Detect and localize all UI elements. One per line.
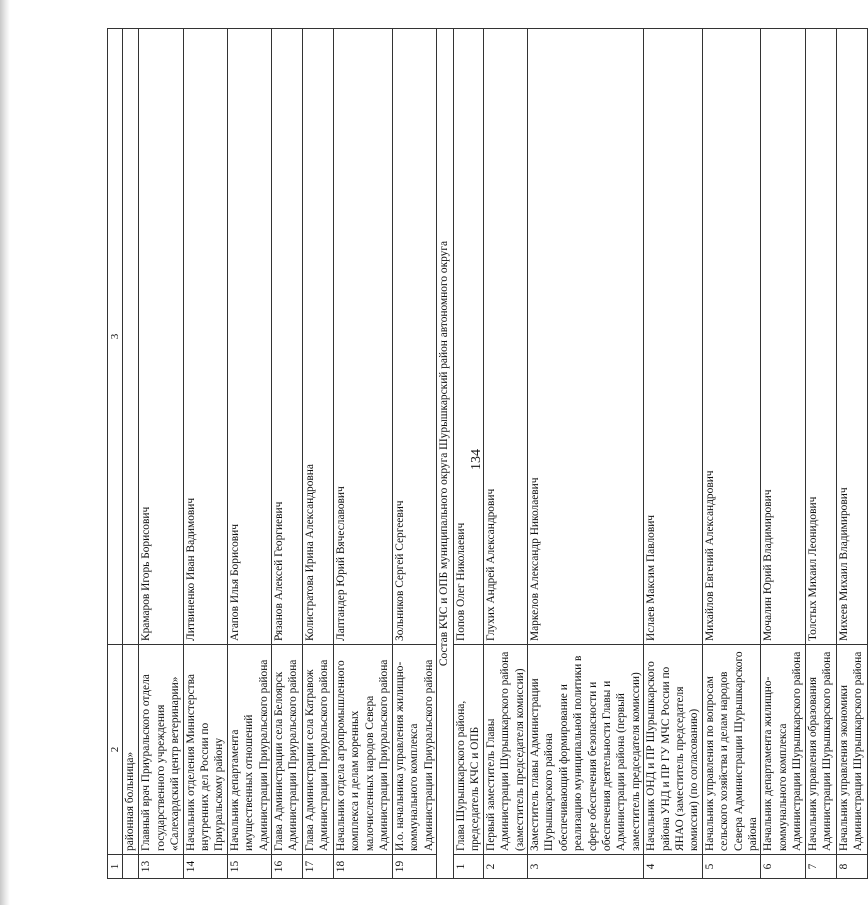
cell-position: Начальник департамента жилищно-коммунального комплекса Администрации Шурышкарского района [761, 645, 805, 855]
cell-num: 18 [334, 855, 393, 879]
cell-num: 5 [702, 855, 761, 879]
table-row [227, 29, 271, 879]
scan-edge-shadow [0, 0, 10, 905]
cell-num: 8 [836, 855, 867, 879]
table-row [527, 29, 643, 879]
cell-name: Мочалин Юрий Владимирович [761, 29, 805, 645]
cell-num: 14 [183, 855, 227, 879]
table-header-row [108, 29, 123, 879]
table-row [836, 29, 867, 879]
cell-name: Крамаров Игорь Борисович [139, 29, 183, 645]
cell-num: 6 [761, 855, 805, 879]
table-row [483, 29, 527, 879]
commission-table [107, 28, 868, 879]
header-col-2: 2 [108, 645, 123, 855]
cell-name: Лаптандер Юрий Вячеславович [334, 29, 393, 645]
cell-num: 19 [392, 855, 436, 879]
cell-num: 3 [527, 855, 643, 879]
cell-num: 2 [483, 855, 527, 879]
cell-name: Ислаев Максим Павлович [644, 29, 703, 645]
cell-num: 4 [644, 855, 703, 879]
cell-position: Глава Администрации села Белоярск Администрации Приуральского района [272, 645, 303, 855]
section-title: Состав КЧС и ОПБ муниципального округа Шурышкарский район автономного округа [436, 29, 453, 879]
cell-name: Толстых Михаил Леонидович [805, 29, 836, 645]
table-row [303, 29, 334, 879]
cell-position: Глава Шурышкарского района, председатель КЧС и ОПБ [453, 645, 483, 855]
cell-num: 15 [227, 855, 271, 879]
cell-position: И.о. начальника управления жилищно-коммунального комплекса Администрации Приуральского района [392, 645, 436, 855]
cell-position: Первый заместитель Главы Администрации Шурышкарского района (заместитель председателя комиссии) [483, 645, 527, 855]
cell-name: Михеев Михаил Владимирович [836, 29, 867, 645]
cell-name: Рязанов Алексей Георгиевич [272, 29, 303, 645]
cell-name: Попов Олег Николаевич [453, 29, 483, 645]
table-row [805, 29, 836, 879]
cell-name [123, 29, 139, 645]
cell-name: Глухих Андрей Александрович [483, 29, 527, 645]
table-row [761, 29, 805, 879]
table-row [644, 29, 703, 879]
header-col-1: 1 [108, 855, 123, 879]
cell-name: Зольников Сергей Сергеевич [392, 29, 436, 645]
cell-num: 16 [272, 855, 303, 879]
table-row [334, 29, 393, 879]
cell-name: Маркелов Александр Николаевич [527, 29, 643, 645]
header-col-3: 3 [108, 29, 123, 645]
cell-position: Заместитель главы Администрации Шурышкарского района обеспечивающий формирование и реализацию муниципальной политики в сфере обеспечения безопасности и обеспечения деятельности Главы и Администрации района (первый заместитель председателя комиссии) [527, 645, 643, 855]
page-number: 134 [469, 449, 484, 470]
table-row-continuation [123, 29, 139, 879]
cell-position: Начальник отделения Министерства внутренних дел России по Приуральскому району [183, 645, 227, 855]
cell-name: Колистратова Ирина Александровна [303, 29, 334, 645]
cell-position: Начальник отдела агропромышленного комплекса и делам коренных малочисленных народов Севера Администрации Приуральского района [334, 645, 393, 855]
cell-name: Агапов Илья Борисович [227, 29, 271, 645]
cell-position: районная больница» [123, 645, 139, 855]
cell-position: Начальник управления образования Администрации Шурышкарского района [805, 645, 836, 855]
cell-name: Михайлов Евгений Александрович [702, 29, 761, 645]
cell-position: Начальник департамента имущественных отношений Администрации Приуральского района [227, 645, 271, 855]
table-row [139, 29, 183, 879]
cell-num: 7 [805, 855, 836, 879]
table-row [272, 29, 303, 879]
table-row [702, 29, 761, 879]
cell-position: Начальник ОНД и ПР Шурышкарского района УНД и ПР ГУ МЧС России по ЯНАО (заместитель председателя комиссии) (по согласованию) [644, 645, 703, 855]
cell-name: Литвиненко Иван Вадимович [183, 29, 227, 645]
table-row [453, 29, 483, 879]
cell-num: 1 [453, 855, 483, 879]
rotated-table-container [107, 29, 865, 879]
cell-position: Главный врач Приуральского отдела государственного учреждения «Салехардский центр ветеринарии» [139, 645, 183, 855]
table-row [183, 29, 227, 879]
cell-num: 17 [303, 855, 334, 879]
cell-position: Начальник управления экономики Администрации Шурышкарского района [836, 645, 867, 855]
section-title-row [436, 29, 453, 879]
cell-position: Начальник управления по вопросам сельского хозяйства и делам народов Севера Администрации Шурышкарского района [702, 645, 761, 855]
table-row [392, 29, 436, 879]
cell-num [123, 855, 139, 879]
cell-num: 13 [139, 855, 183, 879]
cell-position: Глава Администрации села Катравож Администрации Приуральского района [303, 645, 334, 855]
